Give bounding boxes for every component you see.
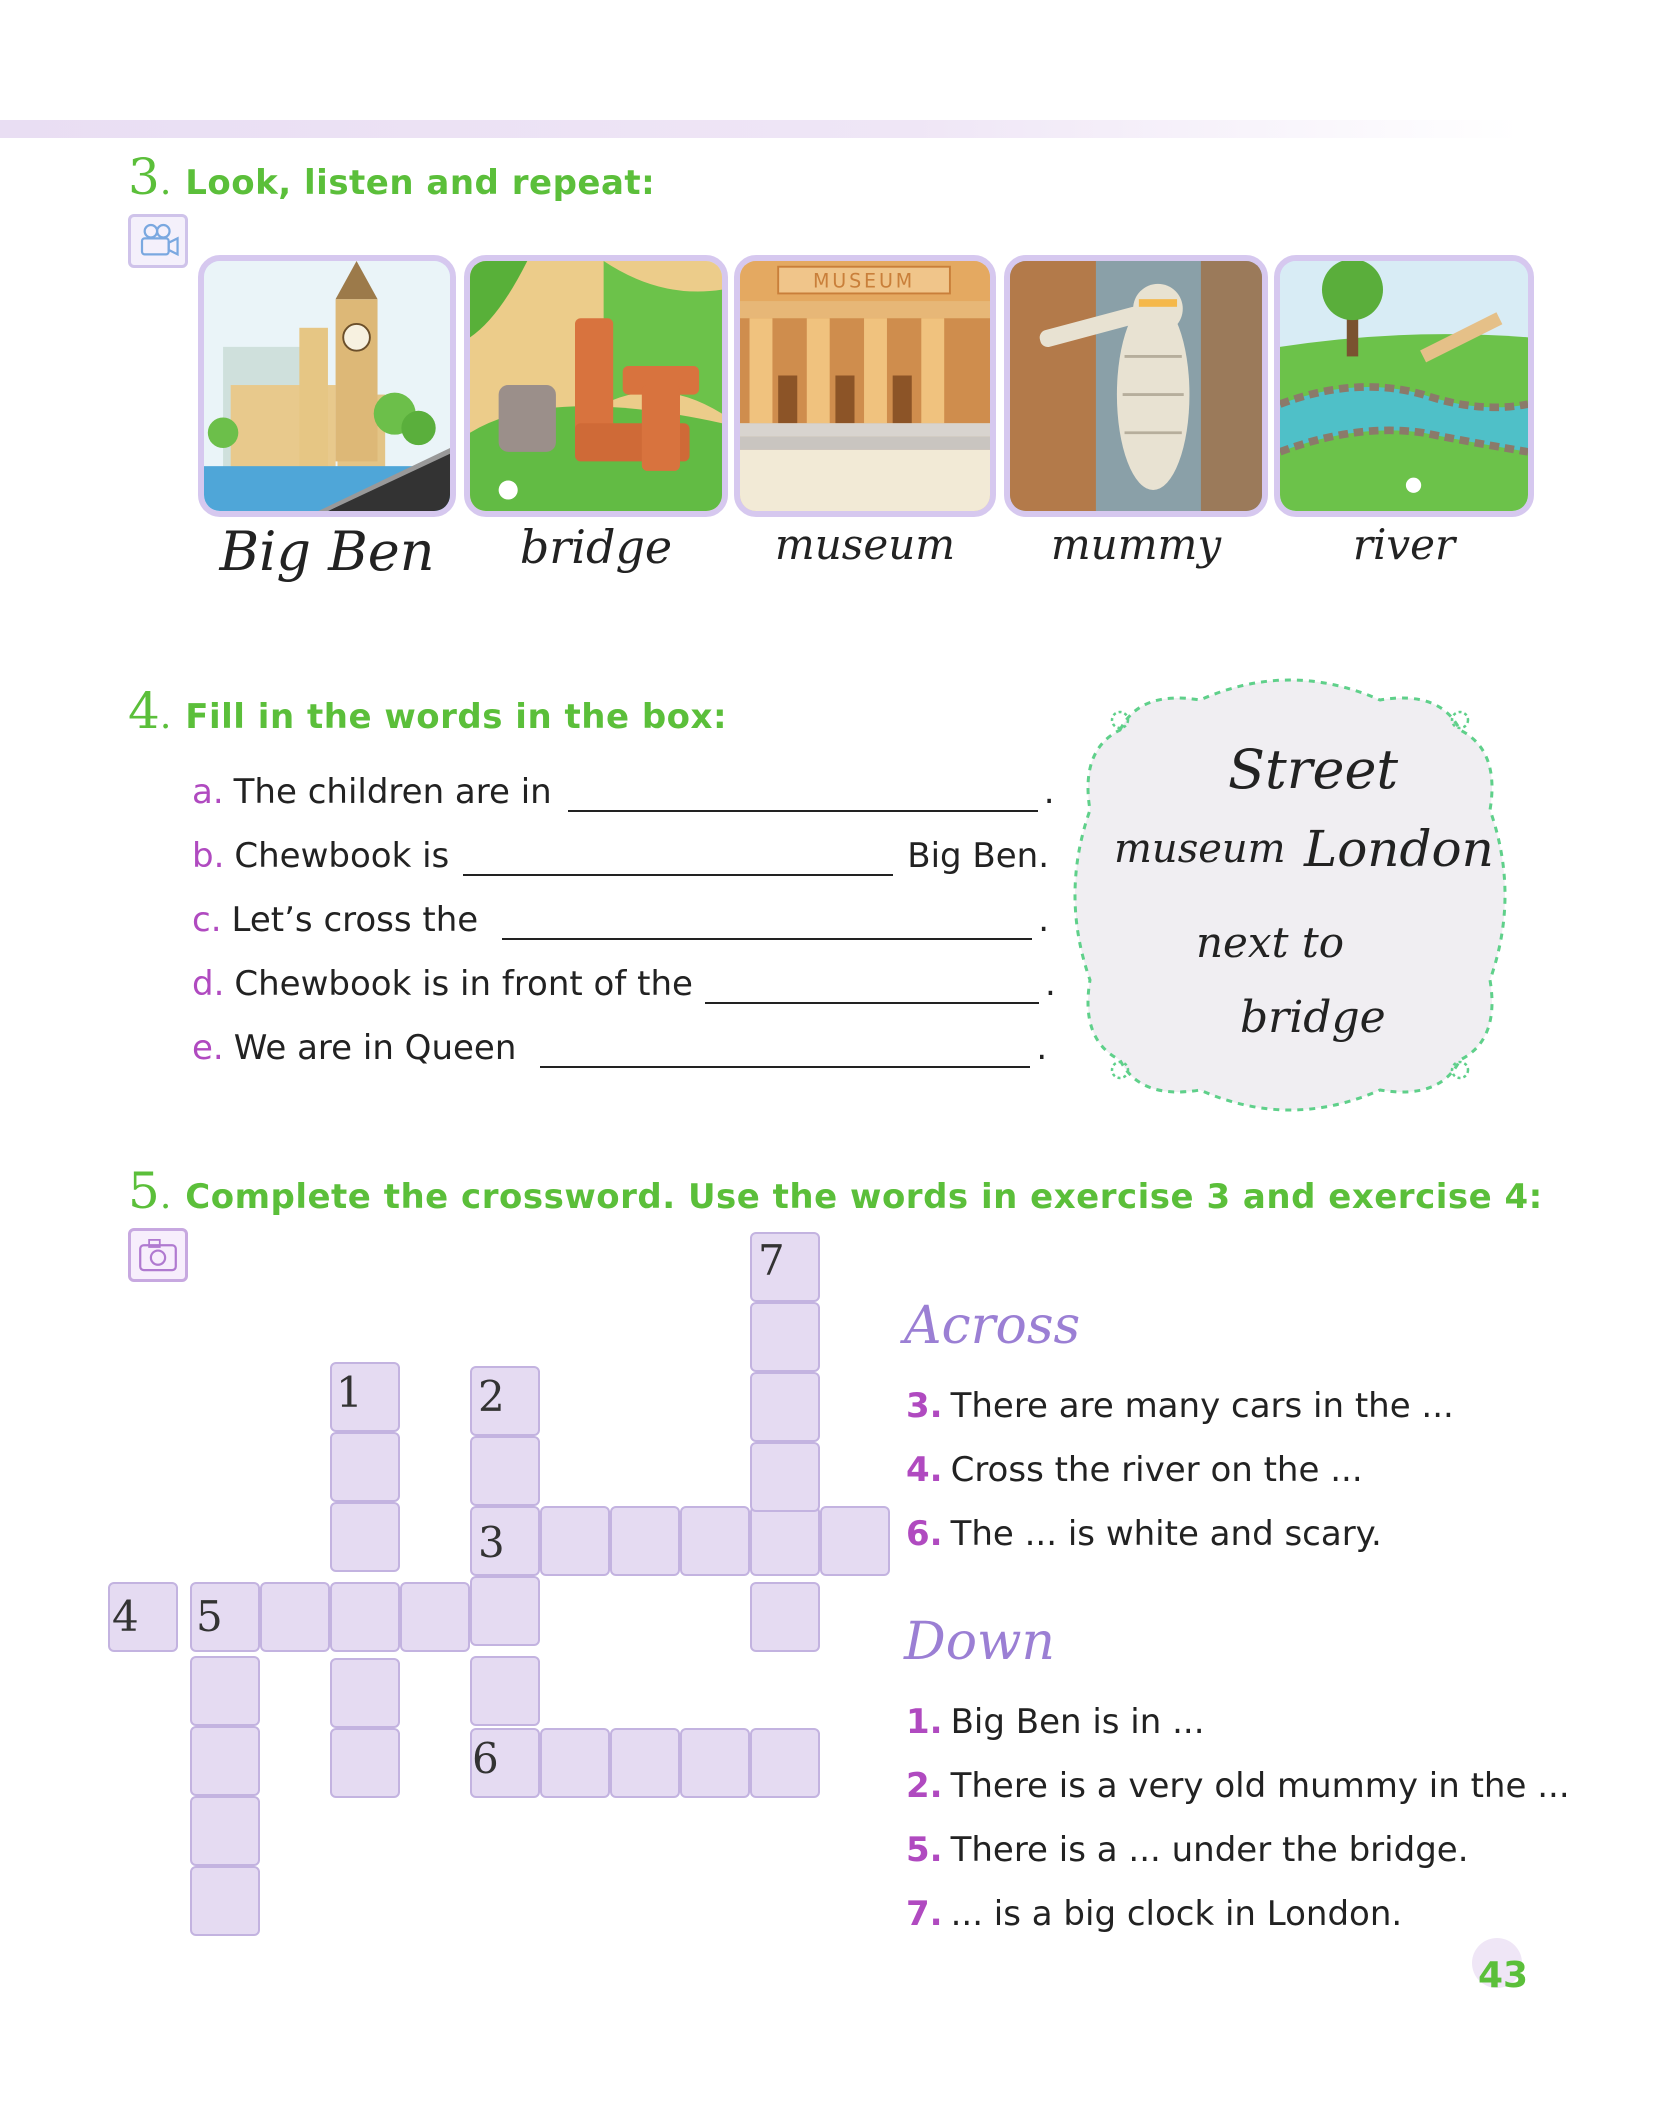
clue-number: 2. <box>906 1766 943 1806</box>
crossword-cell[interactable] <box>540 1506 610 1576</box>
sentence-text: The children are in <box>233 772 552 812</box>
grid-number: 1 <box>336 1368 363 1417</box>
sentence-letter: c. <box>192 900 222 940</box>
answer-blank[interactable] <box>502 908 1032 940</box>
crossword-cell[interactable] <box>330 1658 400 1728</box>
sentence-text: We are in Queen <box>233 1028 517 1068</box>
crossword-cell[interactable] <box>750 1728 820 1798</box>
crossword-cell[interactable] <box>190 1796 260 1866</box>
clue-number: 1. <box>906 1702 943 1742</box>
sentence-end: Big Ben. <box>907 836 1050 876</box>
sentence-end: . <box>1038 900 1050 940</box>
sentence-text: Chewbook is in front of the <box>234 964 693 1004</box>
caption-mummy: mummy <box>1050 520 1222 569</box>
exercise-number-dot: . <box>159 162 172 203</box>
word-next-to: next to <box>1196 918 1344 967</box>
answer-blank[interactable] <box>705 972 1039 1004</box>
clue-down-1 <box>906 1702 1205 1742</box>
sentence-c <box>192 900 1049 940</box>
clue-across-3 <box>906 1386 1454 1426</box>
answer-blank[interactable] <box>568 780 1038 812</box>
mummy-picture <box>1004 255 1268 517</box>
crossword-cell[interactable] <box>260 1582 330 1652</box>
sentence-letter: b. <box>192 836 225 876</box>
clue-down-7 <box>906 1894 1402 1934</box>
clue-number: 6. <box>906 1514 943 1554</box>
word-london: London <box>1304 820 1494 878</box>
clue-text: There is a very old mummy in the ... <box>950 1766 1570 1806</box>
river-picture <box>1274 255 1534 517</box>
grid-number: 5 <box>196 1592 223 1641</box>
crossword-cell[interactable] <box>540 1728 610 1798</box>
word-museum: museum <box>1114 826 1286 872</box>
clue-number: 5. <box>906 1830 943 1870</box>
top-decorative-band <box>0 120 1520 138</box>
exercise-title: Look, listen and repeat: <box>185 163 656 203</box>
across-heading: Across <box>904 1296 1081 1356</box>
exercise-number: 3 <box>128 148 160 206</box>
crossword-cell[interactable] <box>330 1582 400 1652</box>
crossword-cell[interactable] <box>680 1728 750 1798</box>
caption-bridge: bridge <box>519 520 673 574</box>
sentence-end: . <box>1036 1028 1048 1068</box>
answer-blank[interactable] <box>463 844 893 876</box>
grid-number: 7 <box>758 1236 785 1285</box>
exercise-title: Fill in the words in the box: <box>185 697 728 737</box>
exercise-3-heading <box>128 148 655 206</box>
crossword-cell[interactable] <box>470 1656 540 1726</box>
clue-across-4 <box>906 1450 1363 1490</box>
crossword-cell[interactable] <box>750 1442 820 1512</box>
exercise-4-heading <box>128 682 727 740</box>
exercise-number: 4 <box>128 682 160 740</box>
crossword-cell[interactable] <box>820 1506 890 1576</box>
sentence-e <box>192 1028 1047 1068</box>
caption-river: river <box>1352 520 1456 569</box>
clue-text: The ... is white and scary. <box>950 1514 1382 1554</box>
sentence-letter: e. <box>192 1028 224 1068</box>
sentence-b <box>192 836 1049 876</box>
clue-text: Big Ben is in ... <box>950 1702 1205 1742</box>
answer-blank[interactable] <box>540 1036 1030 1068</box>
crossword-cell[interactable] <box>750 1506 820 1576</box>
exercise-5-heading <box>128 1162 1543 1220</box>
page-number: 43 <box>1478 1955 1529 1996</box>
crossword-cell[interactable] <box>610 1506 680 1576</box>
sentence-text: Chewbook is <box>234 836 450 876</box>
word-bridge: bridge <box>1240 992 1386 1043</box>
crossword-cell[interactable] <box>750 1302 820 1372</box>
sentence-a <box>192 772 1055 812</box>
crossword-cell[interactable] <box>610 1728 680 1798</box>
crossword-cell[interactable] <box>330 1502 400 1572</box>
crossword-cell[interactable] <box>750 1372 820 1442</box>
crossword-cell[interactable] <box>470 1436 540 1506</box>
sentence-letter: d. <box>192 964 225 1004</box>
exercise-number-dot: . <box>159 696 172 737</box>
exercise-number-dot: . <box>159 1176 172 1217</box>
down-heading: Down <box>904 1612 1055 1672</box>
clue-across-6 <box>906 1514 1382 1554</box>
word-street: Street <box>1228 738 1399 801</box>
camera-icon[interactable] <box>128 1228 188 1282</box>
crossword-cell[interactable] <box>750 1582 820 1652</box>
video-camera-icon[interactable] <box>128 214 188 268</box>
grid-number: 2 <box>478 1372 505 1421</box>
crossword-cell[interactable] <box>190 1866 260 1936</box>
exercise-number: 5 <box>128 1162 160 1220</box>
caption-museum: museum <box>774 520 956 569</box>
clue-number: 7. <box>906 1894 943 1934</box>
bridge-picture <box>464 255 728 517</box>
sentence-d <box>192 964 1056 1004</box>
sentence-end: . <box>1044 964 1056 1004</box>
sentence-end: . <box>1043 772 1055 812</box>
big-ben-picture <box>198 255 456 517</box>
crossword-cell[interactable] <box>190 1656 260 1726</box>
sentence-text: Let’s cross the <box>231 900 479 940</box>
caption-big-ben: Big Ben <box>219 520 435 583</box>
exercise-title: Complete the crossword. Use the words in exercise 3 and exercise 4: <box>185 1177 1543 1217</box>
clue-down-2 <box>906 1766 1570 1806</box>
crossword-cell[interactable] <box>400 1582 470 1652</box>
clue-text: Cross the river on the ... <box>950 1450 1363 1490</box>
museum-picture <box>734 255 996 517</box>
crossword-cell[interactable] <box>190 1726 260 1796</box>
grid-number: 6 <box>472 1734 499 1783</box>
clue-down-5 <box>906 1830 1469 1870</box>
clue-number: 3. <box>906 1386 943 1426</box>
grid-number: 3 <box>478 1518 505 1567</box>
crossword-cell[interactable] <box>470 1576 540 1646</box>
clue-number: 4. <box>906 1450 943 1490</box>
crossword-cell[interactable] <box>330 1728 400 1798</box>
museum-sign-text: MUSEUM <box>812 270 916 293</box>
crossword-cell[interactable] <box>330 1432 400 1502</box>
crossword-cell[interactable] <box>680 1506 750 1576</box>
sentence-letter: a. <box>192 772 224 812</box>
clue-text: There is a ... under the bridge. <box>950 1830 1469 1870</box>
clue-text: ... is a big clock in London. <box>950 1894 1403 1934</box>
grid-number: 4 <box>112 1592 139 1641</box>
clue-text: There are many cars in the ... <box>950 1386 1454 1426</box>
